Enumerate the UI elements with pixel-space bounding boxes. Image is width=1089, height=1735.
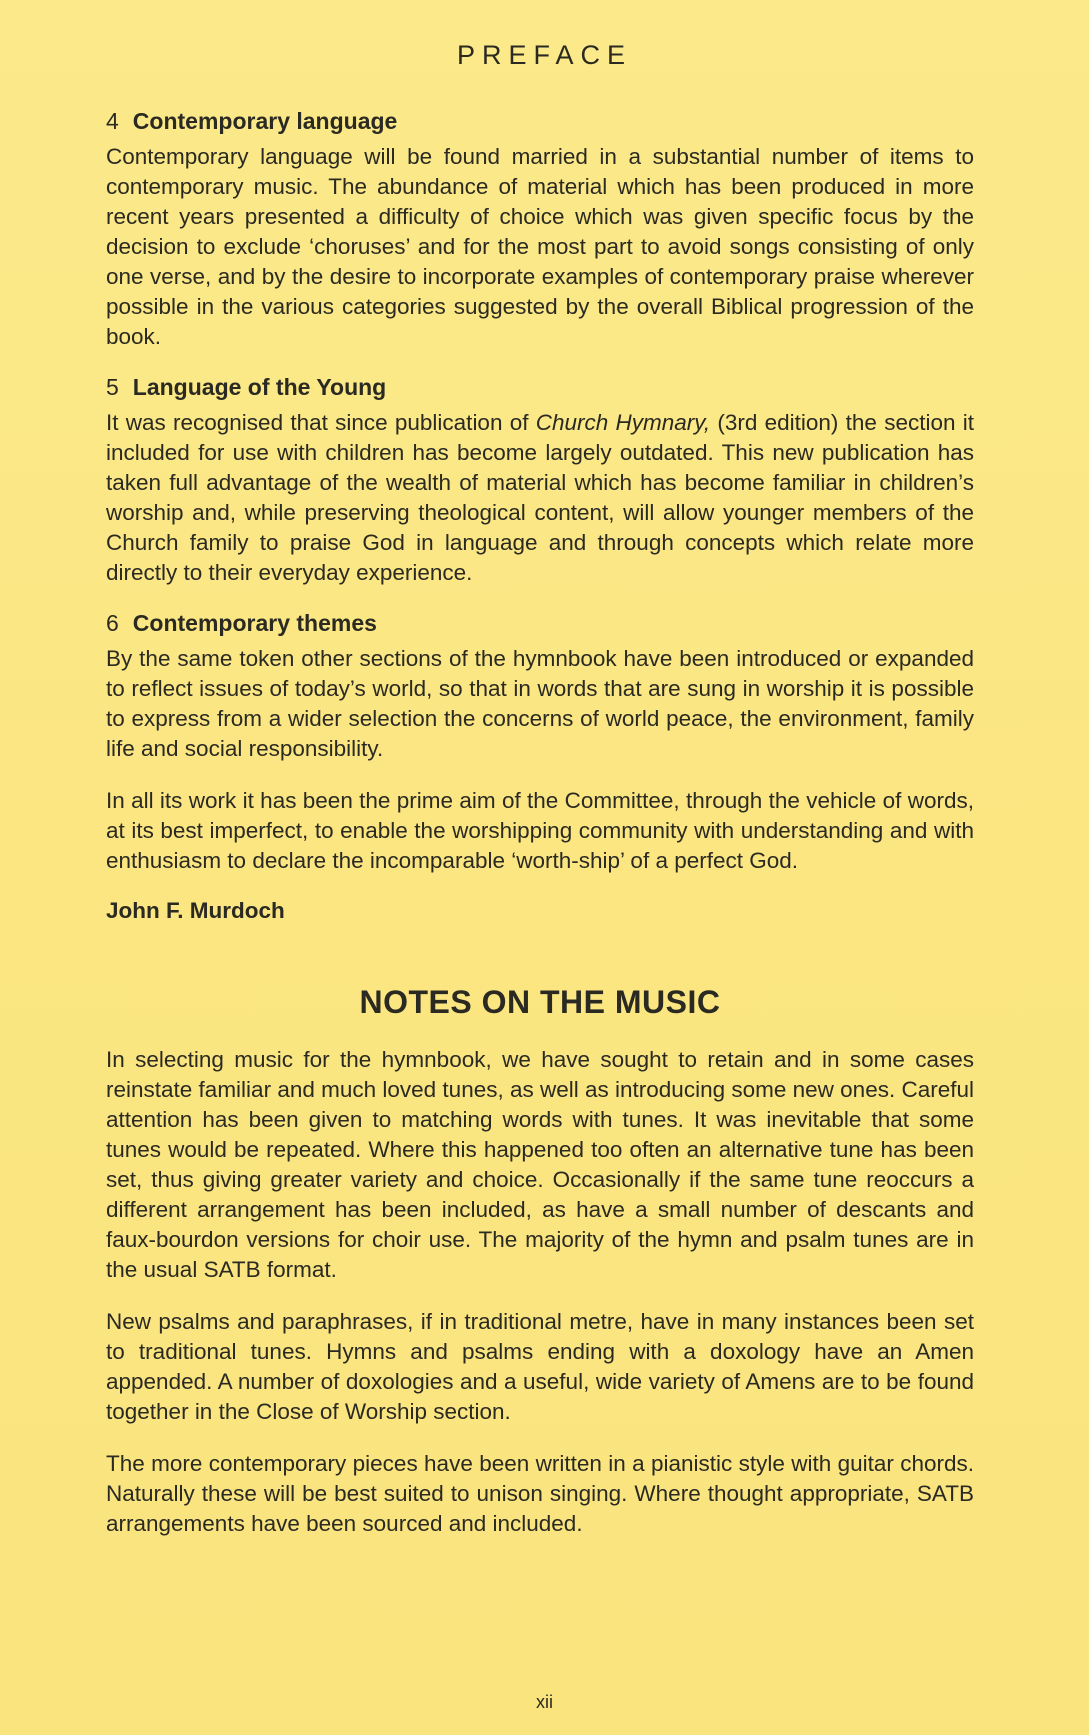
page-number: xii: [536, 1692, 553, 1712]
book-title: Church Hymnary,: [535, 410, 711, 435]
section-heading: [106, 108, 974, 135]
section-title: Language of the Young: [132, 374, 387, 400]
notes-paragraph: In selecting music for the hymnbook, we have sought to retain and in some cases reinstate familiar and much loved tunes, as well as introducing some new ones. Careful attention has been given to matching words with tunes. It was inevitable that some tunes would be repeated. Where this happened too often an alternative tune has been set, thus giving greater variety and choice. Occasionally if the same tune reoccurs a different arrangement has been included, as have a small number of descants and faux-bourdon versions for choir use. The majority of the hymn and psalm tunes are in the usual SATB format.: [106, 1047, 974, 1282]
section-paragraph: [106, 408, 974, 588]
signature: John F. Murdoch: [106, 898, 285, 923]
section-paragraph: Contemporary language will be found married in a substantial number of items to contemporary music. The abundance of material which has been produced in more recent years presented a difficulty of choice which was given specific focus by the decision to exclude ‘choruses’ and for the most part to avoid songs consisting of only one verse, and by the desire to incorporate examples of contemporary praise wherever possible in the various categories suggested by the overall Biblical progression of the book.: [106, 144, 974, 349]
notes-paragraph: The more contemporary pieces have been written in a pianistic style with guitar chords. Naturally these will be best suited to unison singing. Where thought appropriate, SATB arrangements have been sourced and included.: [106, 1451, 974, 1536]
section-6: [106, 610, 974, 764]
section-number: 6: [106, 610, 119, 636]
section-heading: [106, 374, 974, 401]
section-4: [106, 108, 974, 352]
closing-paragraph: In all its work it has been the prime aim of the Committee, through the vehicle of words, at its best imperfect, to enable the worshipping community with understanding and with enthusiasm to declare the incomparable ‘worth-ship’ of a perfect God.: [106, 788, 974, 873]
section-number: 4: [106, 108, 119, 134]
section-title: Contemporary themes: [132, 610, 377, 636]
notes-title: NOTES ON THE MUSIC: [359, 984, 721, 1020]
running-head: PREFACE: [456, 40, 633, 70]
section-heading: [106, 610, 974, 637]
page-content: [106, 108, 974, 1561]
section-title: Contemporary language: [132, 108, 398, 134]
paragraph-text: It was recognised that since publication of: [106, 410, 536, 435]
section-5: [106, 374, 974, 588]
paragraph-text: (3rd edition) the section it included for use with children has become largely outdated. This new publication has taken full advantage of the wealth of material which has become familiar in children’s worship and, while preserving theological content, will allow younger members of the Church family to praise God in language and through concepts which relate more directly to their everyday experience.: [106, 410, 974, 585]
notes-paragraph: New psalms and paraphrases, if in traditional metre, have in many instances been set to traditional tunes. Hymns and psalms ending with a doxology have an Amen appended. A number of doxologies and a useful, wide variety of Amens are to be found together in the Close of Worship section.: [106, 1309, 974, 1424]
section-paragraph: By the same token other sections of the hymnbook have been introduced or expanded to reflect issues of today’s world, so that in words that are sung in worship it is possible to express from a wider selection the concerns of world peace, the environment, family life and social responsibility.: [106, 646, 974, 761]
section-number: 5: [106, 374, 119, 400]
